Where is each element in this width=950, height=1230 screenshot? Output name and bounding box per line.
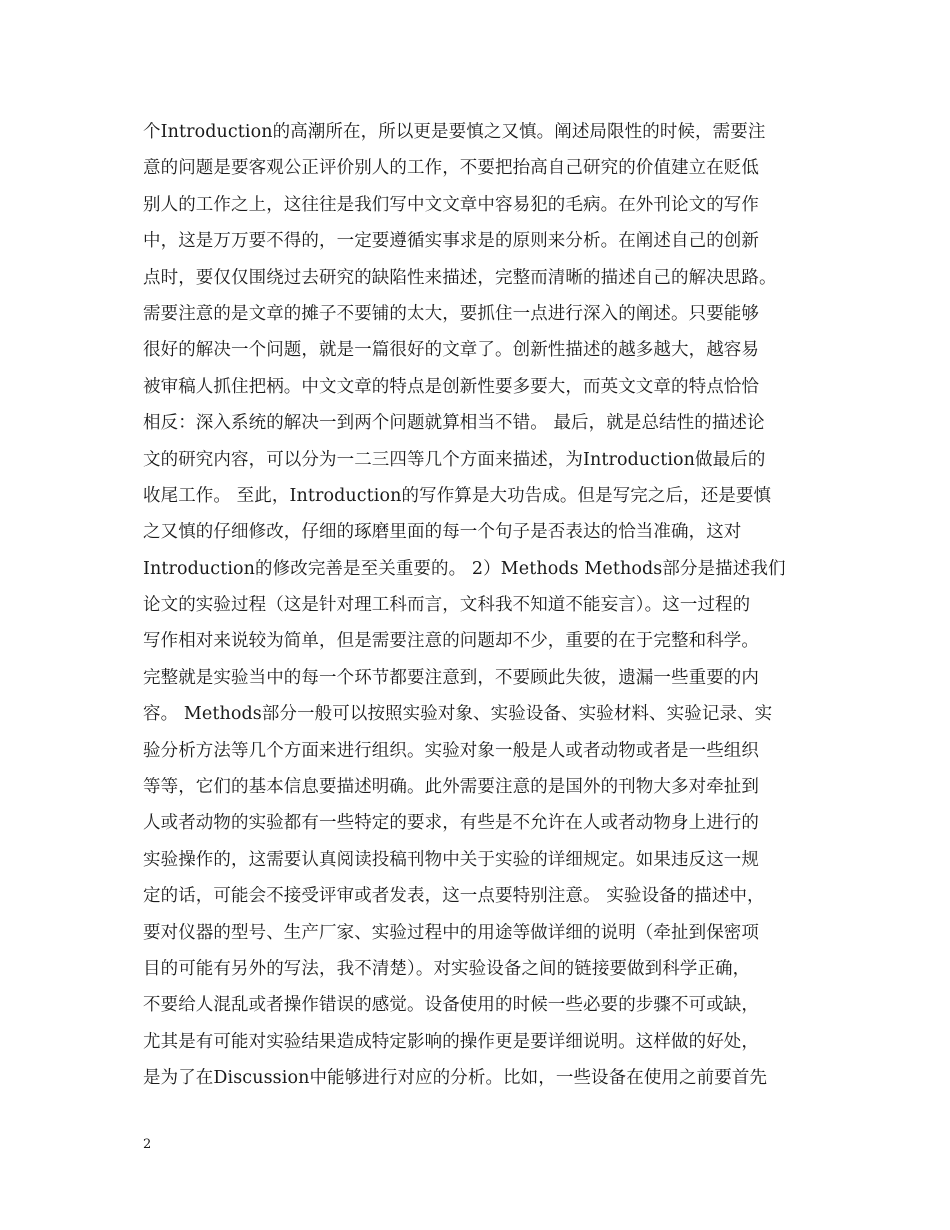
text-line: 文的研究内容，可以分为一二三四等几个方面来描述，为Introduction做最后的 [143,449,766,470]
text-line: 定的话，可能会不接受评审或者发表，这一点要特别注意。 实验设备的描述中， [143,886,765,907]
text-line: 很好的解决一个问题，就是一篇很好的文章了。创新性描述的越多越大，越容易 [143,340,759,361]
page-number: 2 [143,1137,152,1152]
text-line: 之又慎的仔细修改，仔细的琢磨里面的每一个句子是否表达的恰当准确，这对 [143,522,742,543]
text-line: 个Introduction的高潮所在，所以更是要慎之又慎。阐述局限性的时候，需要注 [143,122,766,142]
text-line: 实验操作的，这需要认真阅读投稿刊物中关于实验的详细规定。如果违反这一规 [143,849,759,870]
text-line: 意的问题是要客观公正评价别人的工作，不要把抬高自己研究的价值建立在贬低 [143,158,759,179]
text-line: Introduction的修改完善是至关重要的。 2）Methods Methods部分是描述我们 [143,558,786,579]
text-line: 目的可能有另外的写法，我不清楚）。对实验设备之间的链接要做到科学正确， [143,958,751,979]
text-line: 完整就是实验当中的每一个环节都要注意到，不要顾此失彼，遗漏一些重要的内 [143,667,759,688]
text-line: 等等，它们的基本信息要描述明确。此外需要注意的是国外的刊物大多对牵扯到 [143,777,759,798]
text-line: 是为了在Discussion中能够进行对应的分析。比如，一些设备在使用之前要首先 [143,1068,768,1089]
text-line: 要对仪器的型号、生产厂家、实验过程中的用途等做详细的说明（牵扯到保密项 [143,922,759,943]
text-line: 收尾工作。 至此，Introduction的写作算是大功告成。但是写完之后，还是要慎 [143,485,772,506]
text-line: 点时，要仅仅围绕过去研究的缺陷性来描述，完整而清晰的描述自己的解决思路。 [143,267,777,288]
text-line: 相反：深入系统的解决一到两个问题就算相当不错。 最后，就是总结性的描述论 [143,413,765,434]
text-line: 论文的实验过程（这是针对理工科而言，文科我不知道不能妄言）。这一过程的 [143,595,751,616]
text-line: 不要给人混乱或者操作错误的感觉。设备使用的时候一些必要的步骤不可或缺， [143,995,759,1016]
text-line: 写作相对来说较为简单，但是需要注意的问题却不少，重要的在于完整和科学。 [143,631,759,652]
text-line: 中，这是万万要不得的，一定要遵循实事求是的原则来分析。在阐述自己的创新 [143,231,759,252]
text-line: 验分析方法等几个方面来进行组织。实验对象一般是人或者动物或者是一些组织 [143,740,759,761]
body-text [143,114,813,1097]
text-line: 人或者动物的实验都有一些特定的要求，有些是不允许在人或者动物身上进行的 [143,813,759,834]
text-line: 需要注意的是文章的摊子不要铺的太大，要抓住一点进行深入的阐述。只要能够 [143,303,759,324]
text-line: 别人的工作之上，这往往是我们写中文文章中容易犯的毛病。在外刊论文的写作 [143,194,759,215]
text-line: 容。 Methods部分一般可以按照实验对象、实验设备、实验材料、实验记录、实 [143,704,773,725]
text-line: 尤其是有可能对实验结果造成特定影响的操作更是要详细说明。这样做的好处， [143,1031,759,1052]
text-line: 被审稿人抓住把柄。中文文章的特点是创新性要多要大，而英文文章的特点恰恰 [143,376,759,397]
